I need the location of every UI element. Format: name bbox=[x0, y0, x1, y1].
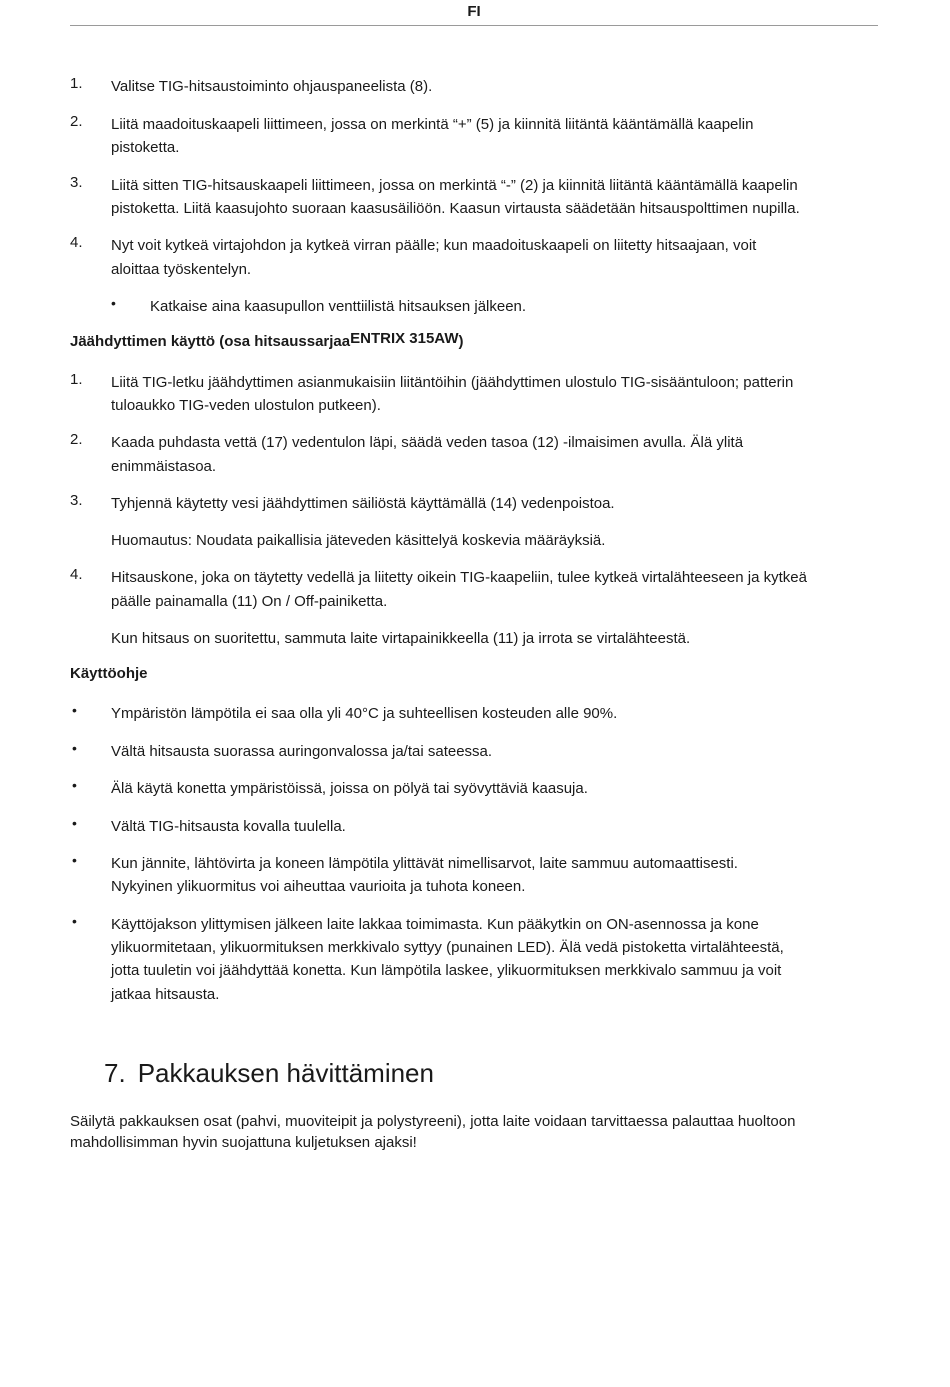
note-text: Kun hitsaus on suoritettu, sammuta laite virtapainikkeella (11) ja irrota se virtalähteestä. bbox=[111, 630, 691, 647]
gas-bullet-text: Katkaise aina kaasupullon venttiilistä hitsauksen jälkeen. bbox=[150, 298, 527, 315]
step-number: 2. bbox=[70, 113, 83, 130]
step-text-line: pistoketta. bbox=[111, 139, 180, 156]
step-text: Valitse TIG-hitsaustoiminto ohjauspaneelista (8). bbox=[111, 78, 433, 95]
language-code: FI bbox=[467, 3, 481, 20]
bullet-marker: • bbox=[72, 702, 77, 718]
step-number: 3. bbox=[70, 174, 83, 191]
usage-bullet-text: Vältä TIG-hitsausta kovalla tuulella. bbox=[111, 818, 346, 835]
usage-bullet-text: Vältä hitsausta suorassa auringonvalossa ja/tai sateessa. bbox=[111, 743, 493, 760]
step-text-line: päälle painamalla (11) On / Off-painiketta. bbox=[111, 593, 388, 610]
step-number: 1. bbox=[70, 75, 83, 92]
usage-heading: Käyttöohje bbox=[70, 665, 148, 682]
cooler-heading bbox=[70, 330, 464, 350]
step-number: 1. bbox=[70, 371, 83, 388]
bullet-marker: • bbox=[72, 852, 77, 868]
step-text-line: aloittaa työskentelyn. bbox=[111, 261, 252, 278]
usage-bullet-text: Käyttöjakson ylittymisen jälkeen laite lakkaa toimimasta. Kun pääkytkin on ON-asennossa ja kone bbox=[111, 916, 759, 933]
step-number: 2. bbox=[70, 431, 83, 448]
step-text-line: Hitsauskone, joka on täytetty vedellä ja liitetty oikein TIG-kaapeliin, tulee kytkeä virtalähteeseen ja kytkeä bbox=[111, 569, 807, 586]
usage-bullet-text: jatkaa hitsausta. bbox=[111, 986, 220, 1003]
bullet-marker: • bbox=[72, 740, 77, 756]
step-text-line: Tyhjennä käytetty vesi jäähdyttimen säiliöstä käyttämällä (14) vedenpoistoa. bbox=[111, 495, 615, 512]
step-text-line: tuloaukko TIG-veden ulostulon putkeen). bbox=[111, 397, 381, 414]
section-paragraph-line: mahdollisimman hyvin suojattuna kuljetuksen ajaksi! bbox=[70, 1134, 417, 1151]
usage-bullet-text: jotta tuuletin voi jäähdyttää konetta. Kun lämpötila laskee, ylikuormituksen merkkivalo sammuu ja voit bbox=[111, 962, 782, 979]
step-number: 4. bbox=[70, 566, 83, 583]
model-name: ENTRIX 315AW bbox=[350, 330, 459, 347]
step-text-line: Kaada puhdasta vettä (17) vedentulon läpi, säädä veden tasoa (12) -ilmaisimen avulla. Älä ylitä bbox=[111, 434, 744, 451]
step-text-line: enimmäistasoa. bbox=[111, 458, 217, 475]
step-number: 3. bbox=[70, 492, 83, 509]
step-number: 4. bbox=[70, 234, 83, 251]
usage-bullet-text: Nykyinen ylikuormitus voi aiheuttaa vaurioita ja tuhota koneen. bbox=[111, 878, 526, 895]
usage-bullet-text: Älä käytä konetta ympäristöissä, joissa on pölyä tai syövyttäviä kaasuja. bbox=[111, 780, 588, 797]
step-text-line: Liitä TIG-letku jäähdyttimen asianmukaisiin liitäntöihin (jäähdyttimen ulostulo TIG-sisääntuloon; patterin bbox=[111, 374, 794, 391]
step-text-line: Nyt voit kytkeä virtajohdon ja kytkeä virran päälle; kun maadoituskaapeli on liitetty hitsaajaan, voit bbox=[111, 237, 757, 254]
step-text-line: Liitä maadoituskaapeli liittimeen, jossa on merkintä “+” (5) ja kiinnitä liitäntä kääntämällä kaapelin bbox=[111, 116, 754, 133]
section-heading bbox=[104, 1058, 434, 1089]
bullet-marker: • bbox=[72, 913, 77, 929]
usage-bullet-text: ylikuormitetaan, ylikuormituksen merkkivalo syttyy (punainen LED). Älä vedä pistoketta virtalähteestä, bbox=[111, 939, 784, 956]
bullet-marker: • bbox=[111, 295, 116, 311]
step-text-line: pistoketta. Liitä kaasujohto suoraan kaasusäiliöön. Kaasun virtausta säädetään hitsauspolttimen nupilla. bbox=[111, 200, 800, 217]
section-paragraph-line: Säilytä pakkauksen osat (pahvi, muoviteipit ja polystyreeni), jotta laite voidaan tarvittaessa palauttaa huoltoon bbox=[70, 1113, 796, 1130]
bullet-marker: • bbox=[72, 777, 77, 793]
usage-bullet-text: Ympäristön lämpötila ei saa olla yli 40°C ja suhteellisen kosteuden alle 90%. bbox=[111, 705, 618, 722]
note-text: Huomautus: Noudata paikallisia jäteveden käsittelyä koskevia määräyksiä. bbox=[111, 532, 606, 549]
page-header bbox=[70, 3, 878, 26]
section-title: Pakkauksen hävittäminen bbox=[137, 1058, 434, 1088]
usage-bullet-text: Kun jännite, lähtövirta ja koneen lämpötila ylittävät nimellisarvot, laite sammuu automaattisesti. bbox=[111, 855, 738, 872]
bullet-marker: • bbox=[72, 815, 77, 831]
cooler-heading-close: ) bbox=[458, 333, 464, 350]
section-number: 7. bbox=[104, 1058, 126, 1088]
step-text-line: Liitä sitten TIG-hitsauskaapeli liittimeen, jossa on merkintä “-” (2) ja kiinnitä liitäntä kääntämällä kaapelin bbox=[111, 177, 798, 194]
cooler-heading-text: Jäähdyttimen käyttö (osa hitsaussarjaa bbox=[70, 333, 351, 350]
